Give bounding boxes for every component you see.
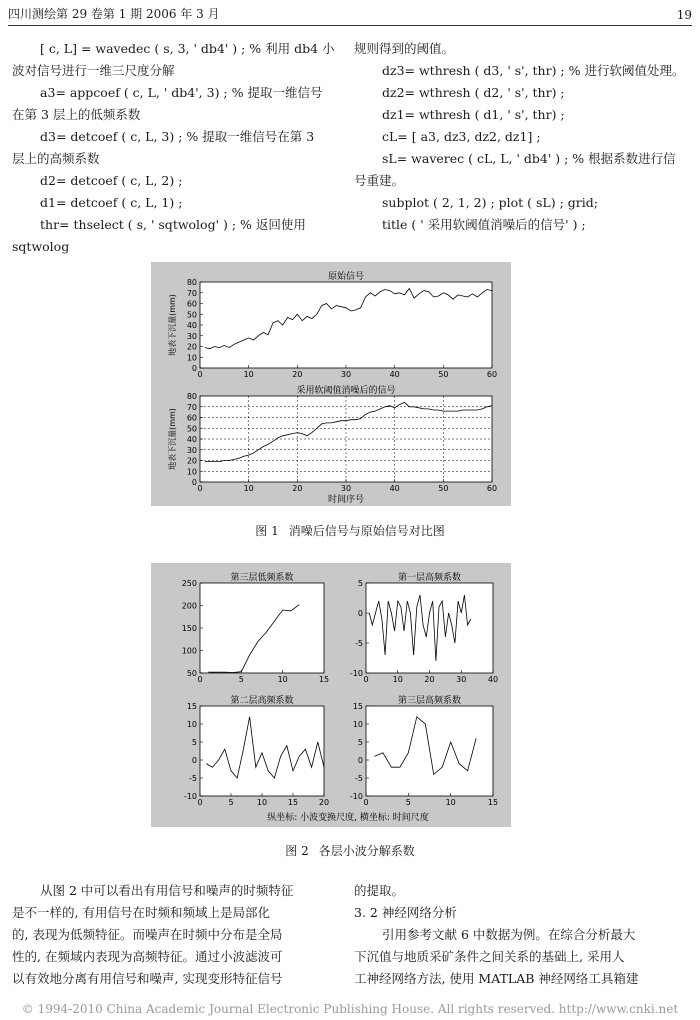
- y-tick-label: -5: [355, 774, 363, 783]
- code-line: thr= thselect ( s, ' sqtwolog' ) ; % 返回使用 sqtwolog: [12, 217, 306, 254]
- figure-2-number: 图 2: [285, 844, 309, 858]
- y-tick-label: -10: [349, 792, 363, 801]
- code-line: dz3= wthresh ( d3, ' s', thr) ; % 进行软阈值处理。: [382, 63, 685, 78]
- x-tick-label: 0: [197, 675, 203, 684]
- code-line: dz1= wthresh ( d1, ' s', thr) ;: [382, 107, 565, 122]
- code-line: d2= detcoef ( c, L, 2) ;: [40, 173, 183, 188]
- copyright-footer: © 1994-2010 China Academic Journal Electronic Publishing House. All rights reserved. http://www.cnki.net: [21, 1002, 679, 1016]
- paragraph-line: 性的, 在频域内表现为高频特征。通过小波滤波可: [12, 949, 283, 964]
- code-line: cL= [ a3, dz3, dz2, dz1] ;: [382, 129, 541, 144]
- y-tick-label: 0: [191, 364, 197, 373]
- x-tick-label: 60: [486, 484, 498, 493]
- figure-2-title: 各层小波分解系数: [318, 844, 415, 858]
- paragraph-line: 下沉值与地质采矿条件之间关系的基础上, 采用人: [354, 949, 625, 964]
- chart-title-2: 第三层低频系数: [230, 573, 294, 583]
- chart-title-1: 采用软阈值消噪后的信号: [296, 386, 396, 396]
- chart-title-0: 原始信号: [327, 272, 365, 282]
- x-tick-label: 60: [486, 370, 498, 379]
- left-column-code: [12, 38, 340, 258]
- y-tick-label: 5: [191, 738, 197, 747]
- paragraph-line: 是不一样的, 有用信号在时频和频域上是局部化: [12, 905, 270, 920]
- y-tick-label: -5: [355, 639, 363, 648]
- x-tick-label: 0: [363, 798, 369, 807]
- x-tick-label: 20: [292, 370, 303, 379]
- y-tick-label: 40: [186, 321, 197, 330]
- y-tick-label: -10: [183, 792, 197, 801]
- x-tick-label: 15: [487, 798, 499, 807]
- x-tick-label: 50: [438, 484, 449, 493]
- y-tick-label: 5: [357, 579, 363, 588]
- figure-1-number: 图 1: [255, 524, 279, 538]
- x-tick-label: 5: [238, 675, 244, 684]
- journal-info: 四川测绘第 29 卷第 1 期 2006 年 3 月: [8, 7, 220, 21]
- x-tick-label: 10: [243, 484, 254, 493]
- code-line: 波对信号进行一维三尺度分解: [12, 63, 175, 78]
- x-tick-label: 20: [292, 484, 303, 493]
- body-text-left: [12, 880, 340, 990]
- body-text-right: [354, 880, 686, 990]
- x-tick-label: 40: [389, 370, 400, 379]
- x-tick-label: 15: [318, 675, 330, 684]
- y-tick-label: 40: [186, 435, 197, 444]
- x-tick-label: 40: [389, 484, 400, 493]
- x-tick-label: 40: [487, 675, 499, 684]
- x-tick-label: 30: [456, 675, 467, 684]
- x-tick-label: 10: [392, 675, 403, 684]
- x-tick-label: 20: [424, 675, 435, 684]
- figure-1: [151, 262, 511, 506]
- paragraph-line: 的提取。: [354, 883, 405, 898]
- paragraph-line: 的, 表现为低频特征。而噪声在时频中分布是全局: [12, 927, 283, 942]
- y-tick-label: -5: [189, 774, 197, 783]
- y-tick-label: 100: [181, 646, 197, 656]
- y-tick-label: 0: [357, 609, 363, 618]
- code-line: 号重建。: [354, 173, 405, 188]
- code-line: 在第 3 层上的低频系数: [12, 107, 141, 122]
- code-line: a3= appcoef ( c, L, ' db4', 3) ; % 提取一维信号: [40, 85, 323, 100]
- x-tick-label: 50: [438, 370, 449, 379]
- y-tick-label: 150: [181, 624, 197, 633]
- y-tick-label: 20: [186, 456, 197, 466]
- paragraph-line: 从图 2 中可以看出有用信号和噪声的时频特征: [40, 883, 294, 898]
- x-tick-label: 10: [445, 798, 456, 807]
- paragraph-line: 引用参考文献 6 中数据为例。在综合分析最大: [382, 927, 636, 942]
- y-tick-label: 70: [186, 288, 197, 298]
- code-line: 规则得到的阈值。: [354, 41, 455, 56]
- page-number: 19: [676, 8, 692, 22]
- y-axis-label-0: 地表下沉量(mm): [168, 294, 177, 356]
- chart-title-5: 第三层高频系数: [397, 696, 462, 706]
- x-tick-label: 5: [405, 798, 411, 807]
- x-tick-label: 0: [363, 675, 369, 684]
- x-tick-label: 20: [318, 798, 330, 807]
- y-tick-label: 80: [186, 392, 197, 401]
- x-tick-label: 10: [277, 675, 288, 684]
- y-tick-label: 10: [186, 467, 197, 477]
- x-tick-label: 0: [197, 798, 203, 807]
- y-tick-label: 50: [186, 310, 197, 320]
- x-tick-label: 30: [340, 370, 352, 379]
- y-tick-label: -10: [349, 669, 363, 678]
- y-tick-label: 30: [186, 445, 197, 455]
- x-tick-label: 10: [243, 370, 254, 379]
- x-tick-label: 10: [256, 798, 268, 807]
- y-tick-label: 200: [181, 601, 197, 611]
- y-tick-label: 10: [186, 353, 197, 363]
- code-line: 层上的高频系数: [12, 151, 100, 166]
- paragraph-line: 工神经网络方法, 使用 MATLAB 神经网络工具箱建: [354, 971, 639, 986]
- figure-1-svg: [151, 262, 511, 506]
- chart-title-4: 第二层高频系数: [230, 696, 294, 706]
- code-line: d3= detcoef ( c, L, 3) ; % 提取一维信号在第 3: [40, 129, 315, 144]
- plot-area-4: [200, 706, 324, 796]
- figure-2-caption: [0, 842, 700, 859]
- y-tick-label: 60: [186, 413, 197, 423]
- code-line: subplot ( 2, 1, 2) ; plot ( sL) ; grid;: [382, 195, 598, 210]
- plot-area-2: [200, 583, 324, 673]
- code-line: title ( ' 采用软阈值消噪后的信号' ) ;: [382, 217, 586, 232]
- x-tick-label: 5: [228, 798, 234, 807]
- y-tick-label: 20: [186, 342, 197, 352]
- y-tick-label: 30: [186, 331, 197, 341]
- y-tick-label: 60: [186, 299, 197, 309]
- y-tick-label: 50: [186, 424, 197, 434]
- y-tick-label: 80: [186, 278, 197, 287]
- x-tick-label: 0: [197, 484, 203, 493]
- y-tick-label: 0: [191, 478, 197, 487]
- x-tick-label: 0: [197, 370, 203, 379]
- code-line: [ c, L] = wavedec ( s, 3, ' db4' ) ; % 利用 db4 小: [40, 41, 335, 56]
- figure-2: [151, 563, 511, 827]
- x-axis-label-1: 时间序号: [327, 495, 365, 505]
- y-tick-label: 15: [352, 702, 363, 711]
- right-column-code: [354, 38, 686, 236]
- y-tick-label: 70: [186, 402, 197, 412]
- paragraph-line: 以有效地分离有用信号和噪声, 实现变形特征信号: [12, 971, 283, 986]
- y-tick-label: 5: [357, 738, 363, 747]
- x-tick-label: 15: [287, 798, 299, 807]
- figure-2-svg: [151, 563, 511, 827]
- code-line: d1= detcoef ( c, L, 1) ;: [40, 195, 183, 210]
- figure-1-title: 消噪后信号与原始信号对比图: [288, 524, 445, 538]
- y-axis-label-1: 地表下沉量(mm): [168, 408, 177, 470]
- plot-area-3: [366, 583, 493, 673]
- y-tick-label: 0: [191, 756, 197, 765]
- y-tick-label: 50: [186, 669, 197, 678]
- paragraph-line: 3. 2 神经网络分析: [354, 905, 457, 920]
- y-tick-label: 0: [357, 756, 363, 765]
- y-tick-label: 250: [181, 579, 197, 588]
- x-tick-label: 30: [340, 484, 352, 493]
- chart-title-3: 第一层高频系数: [397, 573, 462, 583]
- figure-2-axis-note: 纵坐标: 小波变换尺度, 横坐标: 时间尺度: [267, 813, 429, 823]
- y-tick-label: 10: [352, 720, 363, 729]
- code-line: dz2= wthresh ( d2, ' s', thr) ;: [382, 85, 565, 100]
- y-tick-label: 15: [186, 702, 197, 711]
- running-header: [8, 4, 692, 26]
- code-line: sL= waverec ( cL, L, ' db4' ) ; % 根据系数进行信: [382, 151, 676, 166]
- figure-1-caption: [0, 522, 700, 539]
- y-tick-label: 10: [186, 720, 197, 729]
